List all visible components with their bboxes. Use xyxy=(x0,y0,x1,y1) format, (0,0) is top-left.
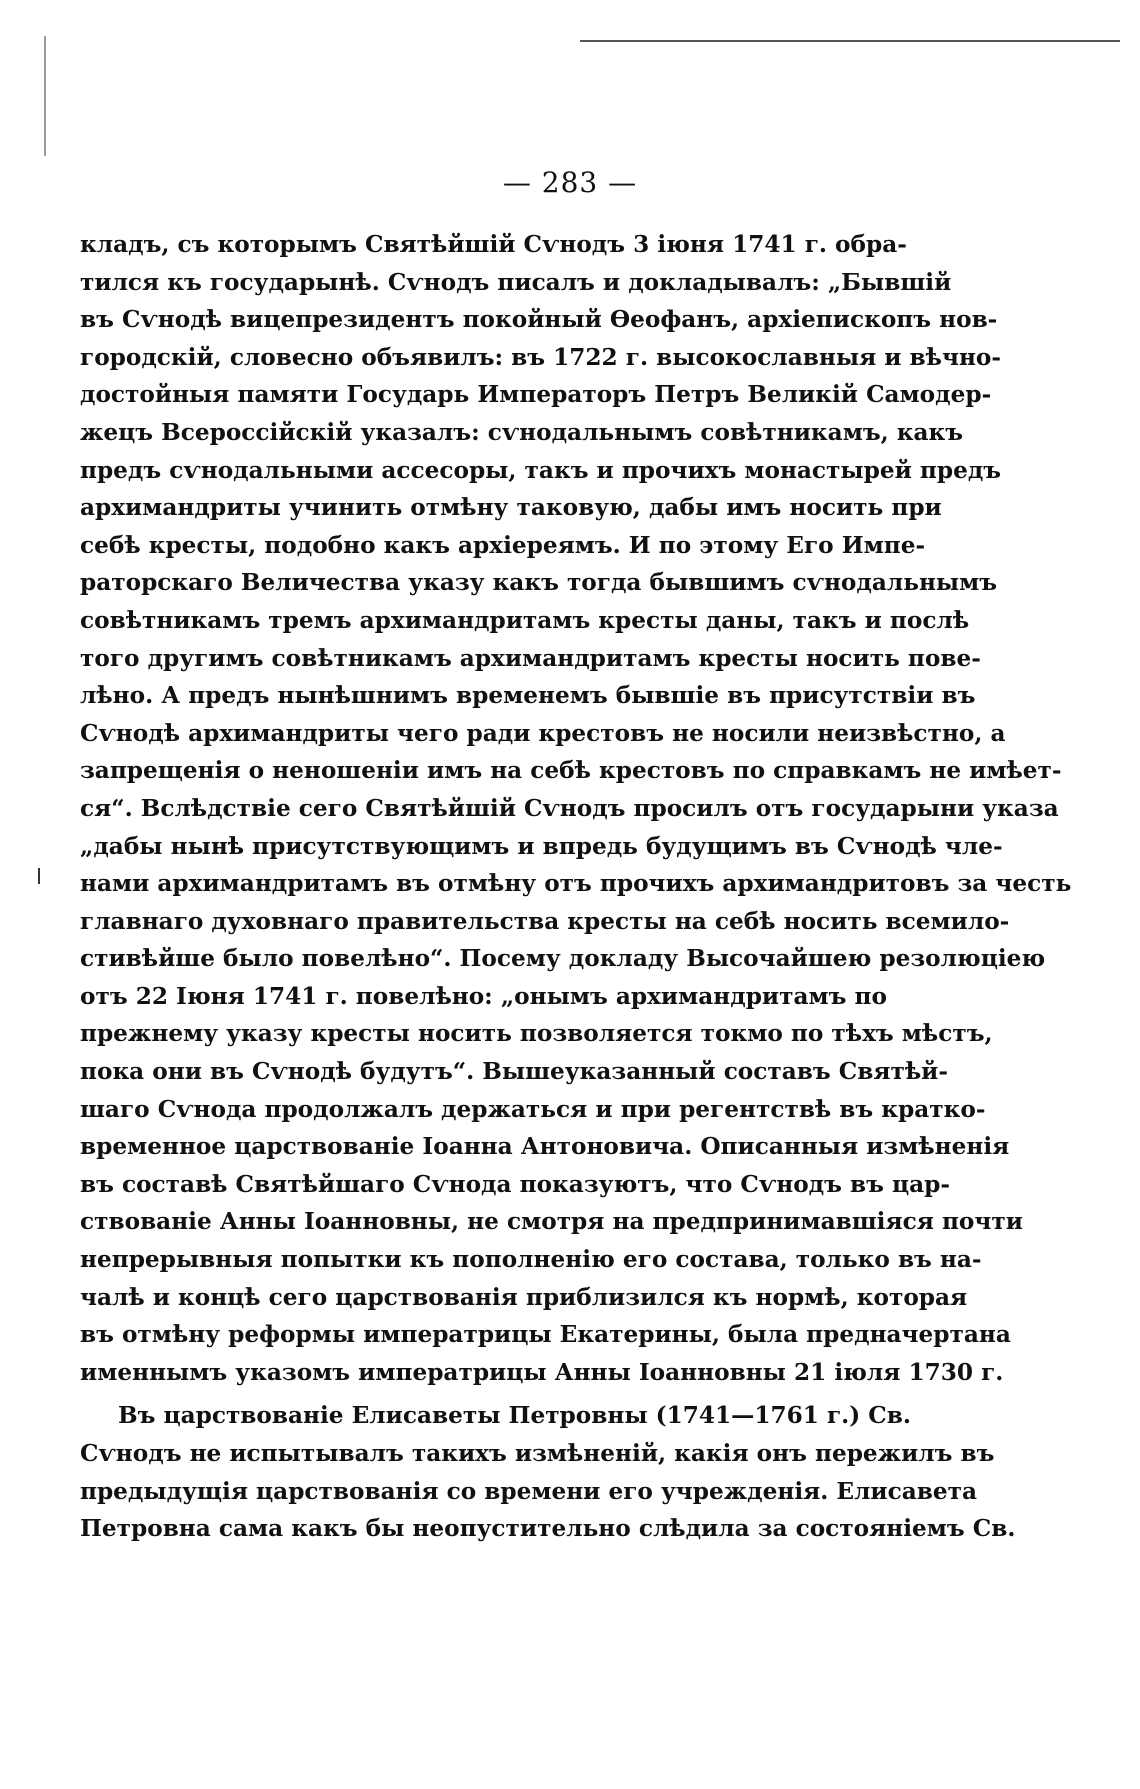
text-line: именнымъ указомъ императрицы Анны Іоанновны 21 іюля 1730 г. xyxy=(80,1358,1004,1386)
scan-edge-line xyxy=(580,40,1120,42)
text-line: прежнему указу кресты носить позволяется токмо по тѣхъ мѣстъ, xyxy=(80,1020,993,1048)
paragraph-1 xyxy=(80,226,1072,1391)
text-line: Сѵнодѣ архимандриты чего ради крестовъ не носили неизвѣстно, а xyxy=(80,719,1006,747)
text-line: достойныя памяти Государь Императоръ Петръ Великій Самодер- xyxy=(80,381,992,409)
text-line: Сѵнодъ не испытывалъ такихъ измѣненій, какія онъ пережилъ въ xyxy=(80,1440,995,1467)
text-line: Въ царствованіе Елисаветы Петровны (1741—1761 г.) Св. xyxy=(118,1402,911,1430)
text-line: тился къ государынѣ. Сѵнодъ писалъ и докладывалъ: „Бывшій xyxy=(80,268,952,296)
text-line: „дабы нынѣ присутствующимъ и впредь будущимъ въ Сѵнодѣ чле- xyxy=(80,832,1003,860)
page-number: — 283 — xyxy=(502,166,638,199)
text-line: запрещенія о неношеніи имъ на себѣ крестовъ по справкамъ не имѣет- xyxy=(80,757,1062,785)
text-line: городскій, словесно объявилъ: въ 1722 г. высокославныя и вѣчно- xyxy=(80,343,1002,371)
body-text xyxy=(80,226,1072,1548)
text-line: ся“. Вслѣдствіе сего Святѣйшій Сѵнодъ просилъ отъ государыни указа xyxy=(80,794,1059,822)
text-line: въ составѣ Святѣйшаго Сѵнода показуютъ, что Сѵнодъ въ цар- xyxy=(80,1170,950,1198)
text-line: ствованіе Анны Іоанновны, не смотря на предпринимавшіяся почти xyxy=(80,1208,1023,1236)
text-line: главнаго духовнаго правительства кресты на себѣ носить всемило- xyxy=(80,907,1010,935)
text-line: отъ 22 Іюня 1741 г. повелѣно: „онымъ архимандритамъ по xyxy=(80,982,887,1010)
paragraph-2 xyxy=(80,1397,1016,1547)
text-line: предыдущія царствованія со времени его учрежденія. Елисавета xyxy=(80,1477,978,1505)
text-line: предъ сѵнодальными ассесоры, такъ и прочихъ монастырей предъ xyxy=(80,456,1002,484)
text-line: въ отмѣну реформы императрицы Екатерины, была предначертана xyxy=(80,1321,1011,1349)
text-line: шаго Сѵнода продолжалъ держаться и при регентствѣ въ кратко- xyxy=(80,1095,986,1123)
text-line: Петровна сама какъ бы неопустительно слѣдила за состояніемъ Св. xyxy=(80,1515,1016,1543)
text-line: жецъ Всероссійскій указалъ: сѵнодальнымъ совѣтникамъ, какъ xyxy=(80,418,964,446)
scan-margin-line xyxy=(44,36,46,156)
text-line: нами архимандритамъ въ отмѣну отъ прочихъ архимандритовъ за честь xyxy=(80,870,1072,898)
text-line: временное царствованіе Іоанна Антоновича. Описанныя измѣненія xyxy=(80,1133,1010,1161)
text-line: пока они въ Сѵнодѣ будутъ“. Вышеуказанный составъ Святѣй- xyxy=(80,1058,948,1086)
text-line: чалѣ и концѣ сего царствованія приблизился къ нормѣ, которая xyxy=(80,1283,968,1311)
text-line: лѣно. А предъ нынѣшнимъ временемъ бывшіе въ присутствіи въ xyxy=(80,682,976,710)
scan-artifact-mark xyxy=(38,868,46,884)
text-line: непрерывныя попытки къ пополненію его состава, только въ на- xyxy=(80,1246,982,1274)
text-line: совѣтникамъ тремъ архимандритамъ кресты даны, такъ и послѣ xyxy=(80,606,970,634)
text-line: архимандриты учинить отмѣну таковую, дабы имъ носить при xyxy=(80,494,942,522)
text-line: стивѣйше было повелѣно“. Посему докладу Высочайшею резолюціею xyxy=(80,945,1046,973)
text-line: раторскаго Величества указу какъ тогда бывшимъ сѵнодальнымъ xyxy=(80,569,998,597)
text-line: себѣ кресты, подобно какъ архіереямъ. И по этому Его Импе- xyxy=(80,531,926,559)
text-line: того другимъ совѣтникамъ архимандритамъ кресты носить пове- xyxy=(80,644,981,672)
text-line: кладъ, съ которымъ Святѣйшій Сѵнодъ 3 іюня 1741 г. обра- xyxy=(80,231,907,258)
text-line: въ Сѵнодѣ вицепрезидентъ покойный Ѳеофанъ, архіепископъ нов- xyxy=(80,306,998,334)
